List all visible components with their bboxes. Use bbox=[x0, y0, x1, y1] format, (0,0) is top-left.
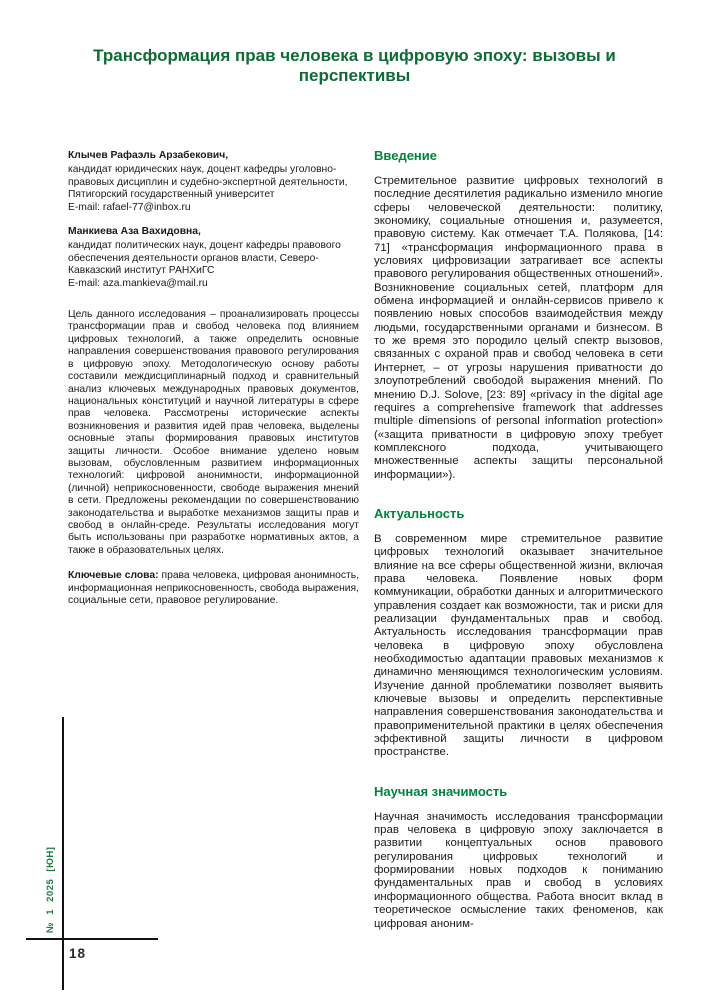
section-body: Научная значимость исследования трансформации прав человека в цифровую эпоху заключается в развитии концептуальных основ правового регулирования цифровых технологий и формировании новых подходов к пониманию фундаментальных прав и свобод в условиях информационного общества. Работа вносит вклад в теоретическое осмысление таких феноменов, как цифровая аноним- bbox=[374, 810, 663, 930]
author-email: E-mail: rafael-77@inbox.ru bbox=[68, 201, 191, 213]
section-scientific-significance bbox=[374, 784, 663, 931]
author-block-1 bbox=[68, 150, 359, 214]
section-heading: Научная значимость bbox=[374, 783, 508, 799]
issue-label: № 1 2025 [ЮН] bbox=[45, 846, 56, 933]
section-heading: Введение bbox=[374, 148, 437, 163]
author-affiliation: кандидат юридических наук, доцент кафедры уголовно-правовых дисциплин и судебно-экспертной деятельности, Пятигорский государственный университет bbox=[68, 164, 348, 201]
author-block-2 bbox=[68, 226, 359, 290]
footer-horizontal-rule bbox=[26, 938, 158, 940]
author-name: Манкиева Аза Вахидовна, bbox=[68, 226, 201, 238]
author-email: E-mail: aza.mankieva@mail.ru bbox=[68, 277, 208, 289]
article-title: Трансформация прав человека в цифровую эпоху: вызовы и перспективы bbox=[93, 46, 616, 85]
author-name: Клычев Рафаэль Арзабекович, bbox=[68, 150, 229, 161]
right-column bbox=[374, 148, 663, 931]
section-introduction bbox=[374, 148, 663, 482]
footer-vertical-rule bbox=[62, 717, 64, 990]
keywords-text: права человека, цифровая анонимность, информационная неприкосновенность, свобода выражения, социальные сети, правовое регулирование. bbox=[68, 570, 359, 606]
section-relevance bbox=[374, 506, 663, 760]
keywords-label: Ключевые слова: bbox=[68, 570, 159, 582]
page-number: 18 bbox=[69, 946, 87, 961]
section-body: В современном мире стремительное развитие цифровых технологий оказывает значительное влияние на все сферы общественной жизни, включая права человека. Появление новых форм коммуникации, обработки данных и алгоритмического управления создает как возможности, так и риски для реализации фундаментальных прав и свобод. Актуальность исследования трансформации прав человека в цифровую эпоху обусловлена необходимостью адаптации правовых механизмов к динамично меняющимся технологическим условиям. Изучение данной проблематики позволяет выявить ключевые вызовы и определить перспективные направления совершенствования законодательства и правоприменительной практики в целях обеспечения эффективной защиты личности в цифровом пространстве. bbox=[374, 532, 663, 759]
abstract-text: Цель данного исследования – проанализировать процессы трансформации прав и свобод человека под влиянием цифровых технологий, а также определить основные направления совершенствования правового регулирования в цифровую эпоху. Методологическую основу работы составили междисциплинарный подход и сравнительный анализ ключевых международных правовых документов, национальных конституций и научной литературы в сфере прав человека. Рассмотрены исторические аспекты возникновения и развития идей прав человека, выделены основные этапы формирования правовых институтов защиты личности. Особое внимание уделено новым вызовам, обусловленным развитием информационных технологий: цифровой анонимности, информационной (личной) неприкосновенности, свободе выражения мнений в сети. Предложены рекомендации по совершенствованию законодательства и выработке механизмов защиты прав и свобод в онлайн-среде. Результаты исследования могут быть использованы при разработке нормативных актов, а также в образовательных целях. bbox=[68, 309, 359, 556]
keywords bbox=[68, 570, 359, 607]
section-heading: Актуальность bbox=[374, 505, 465, 521]
author-affiliation: кандидат политических наук, доцент кафедры правового обеспечения деятельности органов власти, Северо-Кавказский институт РАНХиГС bbox=[68, 240, 341, 277]
section-body: Стремительное развитие цифровых технологий в последние десятилетия радикально изменило многие сферы человеческой деятельности: политику, экономику, социальные отношения и, разумеется, правовую систему. Как отмечает Т.А. Полякова, [14: 71] «трансформация информационного права в условиях цифровизации затрагивает все аспекты правового регулирования общественных отношений». Возникновение социальных сетей, платформ для обмена информацией и онлайн-сервисов привело к появлению новых способов взаимодействия между людьми, государственными органами и бизнесом. В то же время это породило целый спектр вызовов, связанных с охраной прав и свобод человека в сети Интернет, – от угрозы нарушения приватности до злоупотреблений свободой выражения мнений. По мнению D.J. Solove, [23: 89] «privacy in the digital age requires a comprehensive framework that addresses multiple dimensions of personal information protection» («защита приватности в цифровую эпоху требует комплексного подхода, учитывающего множественные аспекты защиты персональной информации»). bbox=[374, 175, 663, 481]
left-column bbox=[68, 150, 359, 607]
